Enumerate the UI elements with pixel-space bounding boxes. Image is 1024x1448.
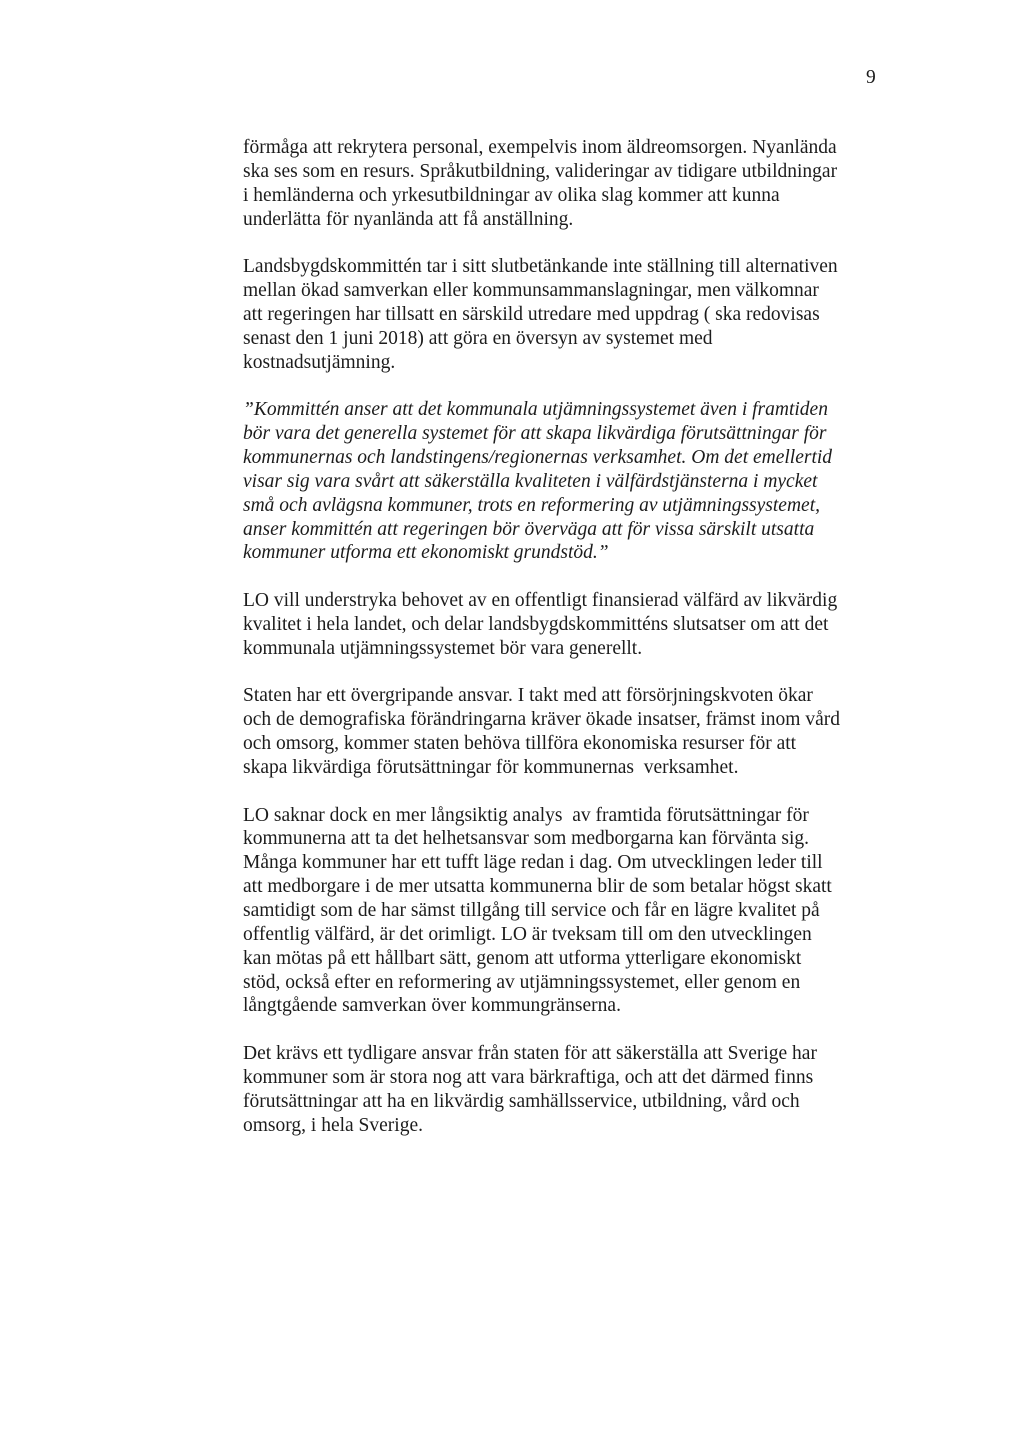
text-line: att regeringen har tillsatt en särskild utredare med uppdrag ( ska redovisas (243, 303, 820, 325)
text-line: mellan ökad samverkan eller kommunsammanslagningar, men välkomnar (243, 280, 819, 302)
text-line: stöd, också efter en reformering av utjämningssystemet, eller genom en (243, 971, 801, 993)
text-line: Många kommuner har ett tufft läge redan i dag. Om utvecklingen leder till (243, 852, 823, 874)
text-line: förmåga att rekrytera personal, exempelvis inom äldreomsorgen. Nyanlända (243, 137, 837, 158)
paragraph-6 (243, 804, 943, 1019)
text-line: förutsättningar att ha en likvärdig samhällsservice, utbildning, vård och (243, 1090, 800, 1112)
paragraph-2 (243, 255, 943, 374)
text-line: senast den 1 juni 2018) att göra en översyn av systemet med (243, 327, 713, 349)
text-line: och de demografiska förändringarna kräver ökade insatser, främst inom vård (243, 709, 840, 731)
text-line: omsorg, i hela Sverige. (243, 1114, 423, 1136)
text-line: Staten har ett övergripande ansvar. I takt med att försörjningskvoten ökar (243, 685, 813, 707)
text-line: långtgående samverkan över kommungränserna. (243, 995, 621, 1017)
text-line: kommunernas och landstingens/regionernas verksamhet. Om det emellertid (243, 446, 833, 468)
text-line: små och avlägsna kommuner, trots en reformering av utjämningssystemet, (243, 494, 820, 516)
text-line: kommuner utforma ett ekonomiskt grundstöd.” (243, 542, 609, 564)
text-line: kan mötas på ett hållbart sätt, genom att utforma ytterligare ekonomiskt (243, 947, 802, 969)
text-line: i hemländerna och yrkesutbildningar av olika slag kommer att kunna (243, 184, 780, 206)
document-body (243, 136, 943, 1161)
text-line: ska ses som en resurs. Språkutbildning, valideringar av tidigare utbildningar (243, 160, 838, 182)
text-line: kommuner som är stora nog att vara bärkraftiga, och att det därmed finns (243, 1066, 814, 1088)
paragraph-4 (243, 589, 943, 661)
text-line: ”Kommittén anser att det kommunala utjämningssystemet även i framtiden (243, 399, 828, 421)
text-line: kommunerna att ta det helhetsansvar som medborgarna kan förvänta sig. (243, 828, 810, 850)
text-line: kommunala utjämningssystemet bör vara generellt. (243, 637, 643, 659)
text-line: bör vara det generella systemet för att skapa likvärdiga förutsättningar för (243, 423, 827, 445)
text-line: kostnadsutjämning. (243, 351, 396, 373)
text-line: och omsorg, kommer staten behöva tillföra ekonomiska resurser för att (243, 733, 797, 755)
text-line: Det krävs ett tydligare ansvar från staten för att säkerställa att Sverige har (243, 1043, 817, 1065)
text-line: visar sig vara svårt att säkerställa kvaliteten i välfärdstjänsterna i mycket (243, 470, 818, 492)
text-line: LO vill understryka behovet av en offentligt finansierad välfärd av likvärdig (243, 590, 838, 612)
quote-paragraph (243, 398, 943, 565)
page-number: 9 (866, 67, 876, 88)
paragraph-1 (243, 136, 943, 231)
text-line: samtidigt som de har sämst tillgång till service och får en lägre kvalitet på (243, 900, 820, 921)
text-line: skapa likvärdiga förutsättningar för kommunernas verksamhet. (243, 756, 739, 778)
text-line: anser kommittén att regeringen bör överväga att för vissa särskilt utsatta (243, 518, 815, 540)
paragraph-7 (243, 1042, 943, 1137)
text-line: LO saknar dock en mer långsiktig analys av framtida förutsättningar för (243, 804, 809, 826)
paragraph-5 (243, 684, 943, 779)
text-line: underlätta för nyanlända att få anställning. (243, 208, 574, 230)
text-line: Landsbygdskommittén tar i sitt slutbetänkande inte ställning till alternativen (243, 256, 838, 278)
text-line: kvalitet i hela landet, och delar landsbygdskommitténs slutsatser om att det (243, 613, 829, 635)
text-line: offentlig välfärd, är det orimligt. LO är tveksam till om den utvecklingen (243, 923, 812, 945)
text-line: att medborgare i de mer utsatta kommunerna blir de som betalar högst skatt (243, 876, 832, 898)
